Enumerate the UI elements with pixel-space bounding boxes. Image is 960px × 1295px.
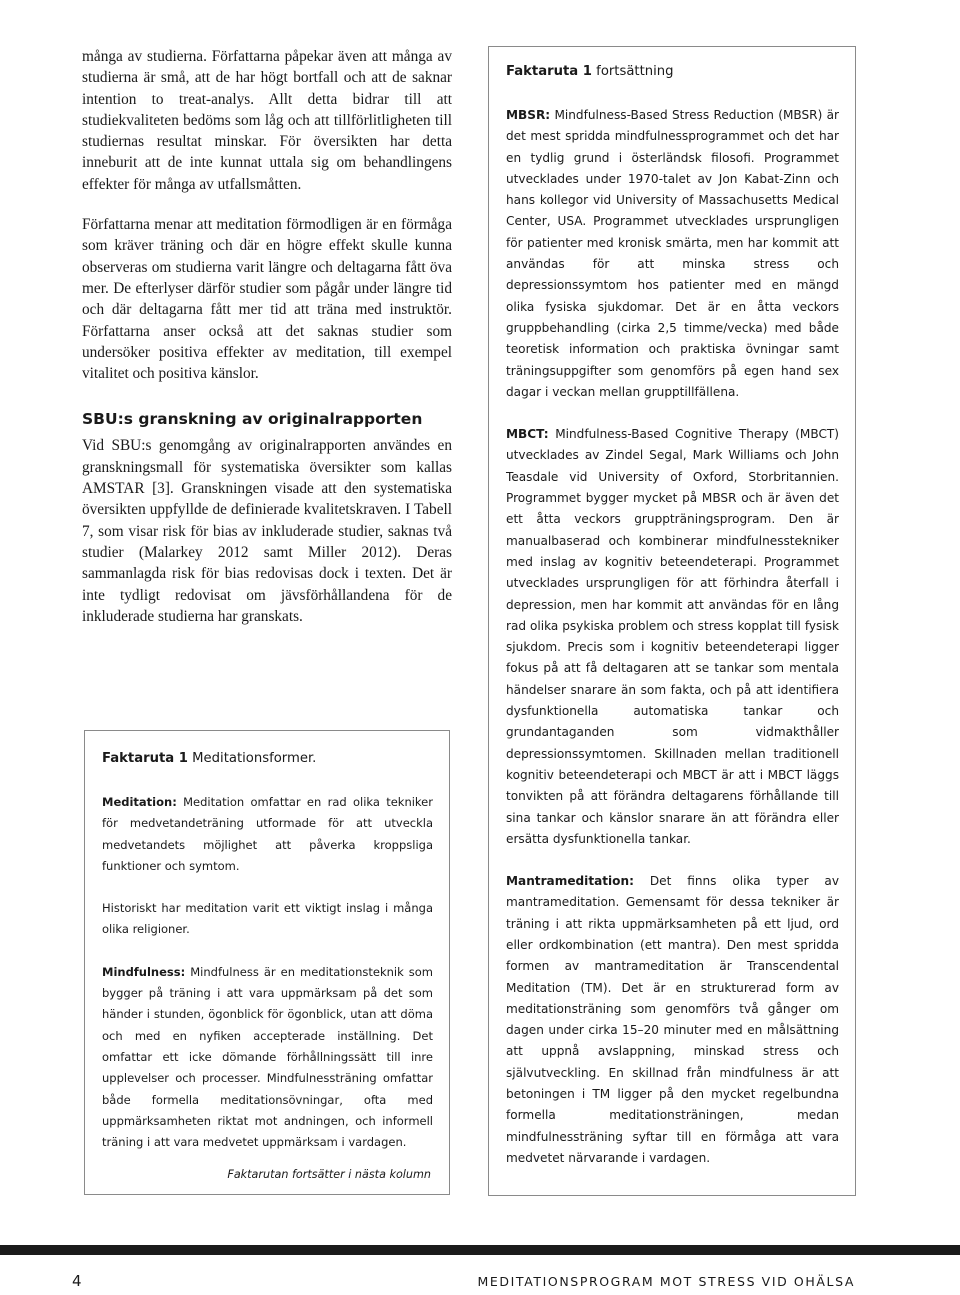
factbox-entry-history: Historiskt har meditation varit ett viktigt inslag i många olika religioner. <box>102 901 433 937</box>
footer-rule <box>0 1245 960 1255</box>
definition-mbct: Mindfulness-Based Cognitive Therapy (MBCT) utvecklades av Zindel Segal, Mark Williams och John Teasdale vid University of Oxford, Storbritannien. Programmet bygger mycket på MBSR och är även det ett åtta veckors gruppträningsprogram. Den är manualbaserad och kombinerar mindfulnesstekniker med inslag av kognitiv beteendeterapi. Programmet utvecklades ursprungligen för att förhindra återfall i depression, men har kommit att användas för en lång rad olika psykiska problem och stress kopplat till fysisk sjukdom. Precis som i kognitiv beteendeterapi ligger fokus på att få deltagaren att se tankar som mentala händelser snarare än som fakta, och på att identifiera dysfunktionella automatiska tankar och grundantaganden som vidmakthåller depressionssymtomen. Skillnaden mellan traditionell kognitiv beteendeterapi och MBCT är att i MBCT läggs tonvikten på att förändra deltagarens förhållande till sina tankar och känslor snarare än att förändra eller ersätta dysfunktionella tankar. <box>506 427 839 846</box>
section-paragraph: Vid SBU:s genomgång av originalrapporten användes en granskningsmall för systematiska översikter som kallas AMSTAR [3]. Granskningen visade att den systematiska översikten uppfyllde de definierade kvalitetskraven. I Tabell 7, som visar risk för bias av inkluderade studier, saknas två studier (Malarkey 2012 samt Miller 2012). Deras sammanlagda risk för bias redovisas dock i texten. Det är inte tydligt redovisat om jävsförhållandena för de inkluderade studierna har granskats. <box>82 437 452 625</box>
factbox-entry-mbct <box>506 424 839 850</box>
page-number: 4 <box>72 1272 82 1290</box>
factbox-title-text: Meditationsformer. <box>187 751 317 766</box>
definition-mindfulness: Mindfulness är en meditationsteknik som bygger på träning i att vara uppmärksam på det som händer i stunden, ögonblick för ögonblick, utan att döma och med en nyfiken accepterade inställning. Det omfattar ett icke dömande förhållningssätt till inre upplevelser och processer. Mindfulnessträning omfattar både formella meditationsövningar, ofta med uppmärksamheten riktat mot andningen, och informell träning i att vara medvetet uppmärksam i vardagen. <box>102 964 433 1150</box>
factbox-continuation <box>488 46 856 1196</box>
term-mbsr: MBSR: <box>506 108 551 122</box>
factbox-title-text: fortsättning <box>591 64 674 79</box>
factbox-meditation-forms <box>84 730 450 1195</box>
definition-mantrameditation: Det finns olika typer av mantrameditation. Gemensamt för dessa tekniker är träning i att rikta uppmärksamheten på ett ljud, ord eller ordkombination (ett mantra). Den mest spridda formen av mantrameditation är Transcendental Meditation (TM). Det är en strukturerad form av meditationsträning som genomförs två gånger om dagen under cirka 15–20 minuter med en målsättning att uppnå avslappning, minskad stress och självutveckling. En skillnad från mindfulness är att betoningen i TM ligger på den mycket regelbundna formella meditationsträningen, medan mindfulnessträning syftar till en förmåga att vara medvetet närvarande i vardagen. <box>506 874 839 1165</box>
term-mindfulness: Mindfulness: <box>102 964 186 979</box>
section-heading: SBU:s granskning av originalrapporten <box>82 410 423 429</box>
left-column <box>82 46 452 627</box>
body-paragraph: många av studierna. Författarna påpekar även att många av studierna är små, att de har högt bortfall och att de saknar intention to treat-analys. Allt detta bidrar till att studiekvaliteten bedöms som låg och att tillförlitligheten till studiernas resultat minskar. För översikten har detta inneburit att de inte kunnat uttala sig om behandlingens effekter för många av utfallsmåtten. <box>82 48 452 193</box>
factbox-title-label: Faktaruta 1 <box>506 64 592 79</box>
factbox-title-label: Faktaruta 1 <box>102 751 188 766</box>
body-paragraph: Författarna menar att meditation förmodligen är en förmåga som kräver träning och där en högre effekt skulle kunna observeras om studierna varit längre och deltagarna fått öva mer. De efterlyser därför studier som pågår under längre tid och där deltagarna fått mer tid att träna med instruktör. Författarna anser också att det saknas studier som undersöker positiva effekter av meditation, till exempel vitalitet och positiva känslor. <box>82 216 452 383</box>
factbox-continue-note: Faktarutan fortsätter i nästa kolumn <box>227 1168 431 1182</box>
factbox-entry-mantra <box>506 871 839 1169</box>
definition-meditation: Meditation omfattar en rad olika tekniker för medvetandeträning utformade för att utveckla medvetandets möjlighet att påverka kroppsliga funktioner och symtom. <box>102 795 433 873</box>
term-mantrameditation: Mantrameditation: <box>506 874 634 889</box>
definition-mbsr: Mindfulness-Based Stress Reduction (MBSR) är det mest spridda mindfulnessprogrammet och det har en tydlig grund i österländsk filosofi. Programmet utvecklades under 1970-talet av Jon Kabat-Zinn och hans kollegor vid University of Massachusetts Medical Center, USA. Programmet utvecklades ursprungligen för patienter med kronisk smärta, men har kommit att användas för att minska stress och depressionssymtom hos patienter med en mängd olika fysiska sjukdomar. Det är en åtta veckors gruppbehandling (cirka 2,5 timme/vecka) med både teoretisk information och praktiska övningar samt träningsuppgifter som genomförs på egen hand sex dagar i veckan mellan grupptillfällena. <box>506 108 839 399</box>
running-title: MEDITATIONSPROGRAM MOT STRESS VID OHÄLSA <box>477 1274 855 1289</box>
factbox-entry-meditation <box>102 792 433 877</box>
term-meditation: Meditation: <box>102 795 177 809</box>
term-mbct: MBCT: <box>506 427 549 442</box>
factbox-title <box>102 748 433 769</box>
factbox-title <box>506 61 839 82</box>
factbox-entry-mbsr <box>506 105 839 403</box>
factbox-entry-mindfulness <box>102 962 433 1154</box>
